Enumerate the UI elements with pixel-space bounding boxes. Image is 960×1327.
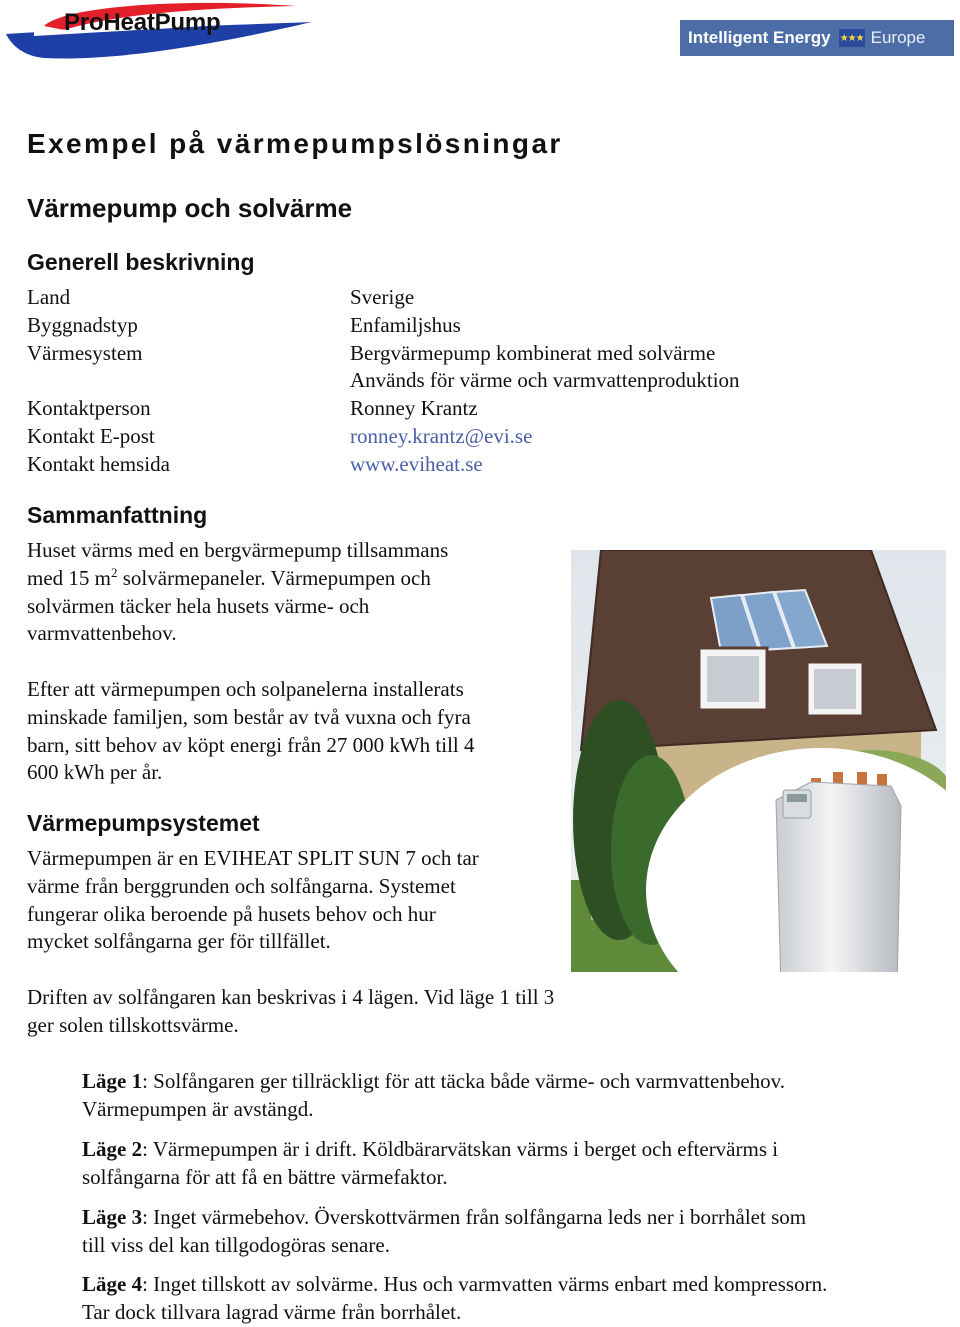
text-line: varmvattenbehov. xyxy=(27,621,177,646)
house-heat-pump-photo xyxy=(571,550,946,972)
info-label: Kontakt E-post xyxy=(27,423,155,448)
mode-text-line2: solfångarna för att få en bättre värmefaktor. xyxy=(82,1165,448,1189)
info-row xyxy=(27,340,740,368)
text-line: Driften av solfångaren kan beskrivas i 4 lägen. Vid läge 1 till 3 xyxy=(27,985,555,1009)
intelligent-energy-logo xyxy=(680,20,954,56)
info-label: Kontakt hemsida xyxy=(27,451,170,476)
summary-paragraph-1 xyxy=(27,537,448,648)
mode-label: Läge 3 xyxy=(82,1205,143,1229)
mode-label: Läge 1 xyxy=(82,1069,143,1093)
email-link[interactable]: ronney.krantz@evi.se xyxy=(350,423,533,448)
text-line: Huset värms med en bergvärmepump tillsammans xyxy=(27,538,449,562)
mode-item xyxy=(82,1203,942,1259)
mode-item xyxy=(82,1270,942,1326)
proheatpump-logo xyxy=(4,0,316,60)
system-paragraph-2 xyxy=(27,984,554,1040)
website-link[interactable]: www.eviheat.se xyxy=(350,451,483,476)
text-line xyxy=(82,1270,942,1298)
mode-item xyxy=(82,1067,942,1123)
text-span: solvärmepaneler. Värmepumpen och xyxy=(117,565,431,590)
info-value: Bergvärmepump kombinerat med solvärme xyxy=(350,340,716,365)
info-label: Land xyxy=(27,285,71,309)
logo-text: ProHeatPump xyxy=(64,9,221,36)
mode-text: : Värmepumpen är i drift. Köldbärarvätskan värms i berget och eftervärms i xyxy=(142,1137,779,1161)
mode-item xyxy=(82,1135,942,1191)
text-line: barn, sitt behov av köpt energi från 27 000 kWh till 4 xyxy=(27,732,475,757)
text-line: värme från berggrunden och solfångarna. Systemet xyxy=(27,873,456,898)
text-span: med 15 m xyxy=(27,565,111,590)
info-label xyxy=(27,367,350,395)
text-line xyxy=(82,1135,942,1163)
info-label: Kontaktperson xyxy=(27,396,151,421)
page-subtitle: Värmepump och solvärme xyxy=(27,193,353,223)
info-value: Sverige xyxy=(350,285,415,309)
mode-text-line2: Tar dock tillvara lagrad värme från borrhålet. xyxy=(82,1300,462,1324)
eu-flag-icon: ★★★ xyxy=(839,29,865,47)
system-paragraph-1 xyxy=(27,845,479,956)
text-line xyxy=(82,1067,942,1095)
info-row xyxy=(27,395,740,423)
text-line: 600 kWh per år. xyxy=(27,760,163,785)
info-value: Ronney Krantz xyxy=(350,396,478,421)
mode-text: : Inget tillskott av solvärme. Hus och varmvatten värms enbart med kompressorn. xyxy=(142,1272,828,1296)
mode-text-line2: Värmepumpen är avstängd. xyxy=(82,1097,314,1121)
mode-label: Läge 2 xyxy=(82,1137,143,1161)
info-value: Enfamiljshus xyxy=(350,312,461,337)
mode-label: Läge 4 xyxy=(82,1272,143,1296)
summary-heading: Sammanfattning xyxy=(27,502,208,528)
text-line: minskade familjen, som består av två vuxna och fyra xyxy=(27,704,471,729)
mode-text: : Solfångaren ger tillräckligt för att täcka både värme- och varmvattenbehov. xyxy=(142,1069,786,1093)
mode-text: : Inget värmebehov. Överskottvärmen från solfångarna leds ner i borrhålet som xyxy=(142,1205,807,1229)
logo-main-text: Intelligent Energy xyxy=(688,28,831,47)
info-label: Byggnadstyp xyxy=(27,312,138,337)
info-label: Värmesystem xyxy=(27,340,143,365)
text-line: fungerar olika beroende på husets behov och hur xyxy=(27,901,436,926)
text-line: Värmepumpen är en EVIHEAT SPLIT SUN 7 och tar xyxy=(27,846,479,870)
text-line: solvärmen täcker hela husets värme- och xyxy=(27,593,370,618)
system-heading: Värmepumpsystemet xyxy=(27,810,260,836)
info-row xyxy=(27,367,740,395)
page-title: Exempel på värmepumpslösningar xyxy=(27,128,563,159)
info-row xyxy=(27,312,740,340)
text-line xyxy=(82,1203,942,1231)
info-value: Används för värme och varmvattenproduktion xyxy=(350,368,740,393)
mode-text-line2: till viss del kan tillgodogöras senare. xyxy=(82,1233,390,1257)
info-row xyxy=(27,423,740,451)
text-line: Efter att värmepumpen och solpanelerna installerats xyxy=(27,677,464,701)
text-line: mycket solfångarna ger för tillfället. xyxy=(27,929,331,954)
info-row xyxy=(27,451,740,479)
info-row xyxy=(27,284,740,312)
text-line: ger solen tillskottsvärme. xyxy=(27,1012,239,1037)
summary-paragraph-2 xyxy=(27,676,475,787)
logo-sub-text: Europe xyxy=(870,28,926,47)
general-heading: Generell beskrivning xyxy=(27,249,255,275)
superscript: 2 xyxy=(111,564,118,580)
text-line xyxy=(27,565,448,593)
general-info-table xyxy=(27,284,740,479)
